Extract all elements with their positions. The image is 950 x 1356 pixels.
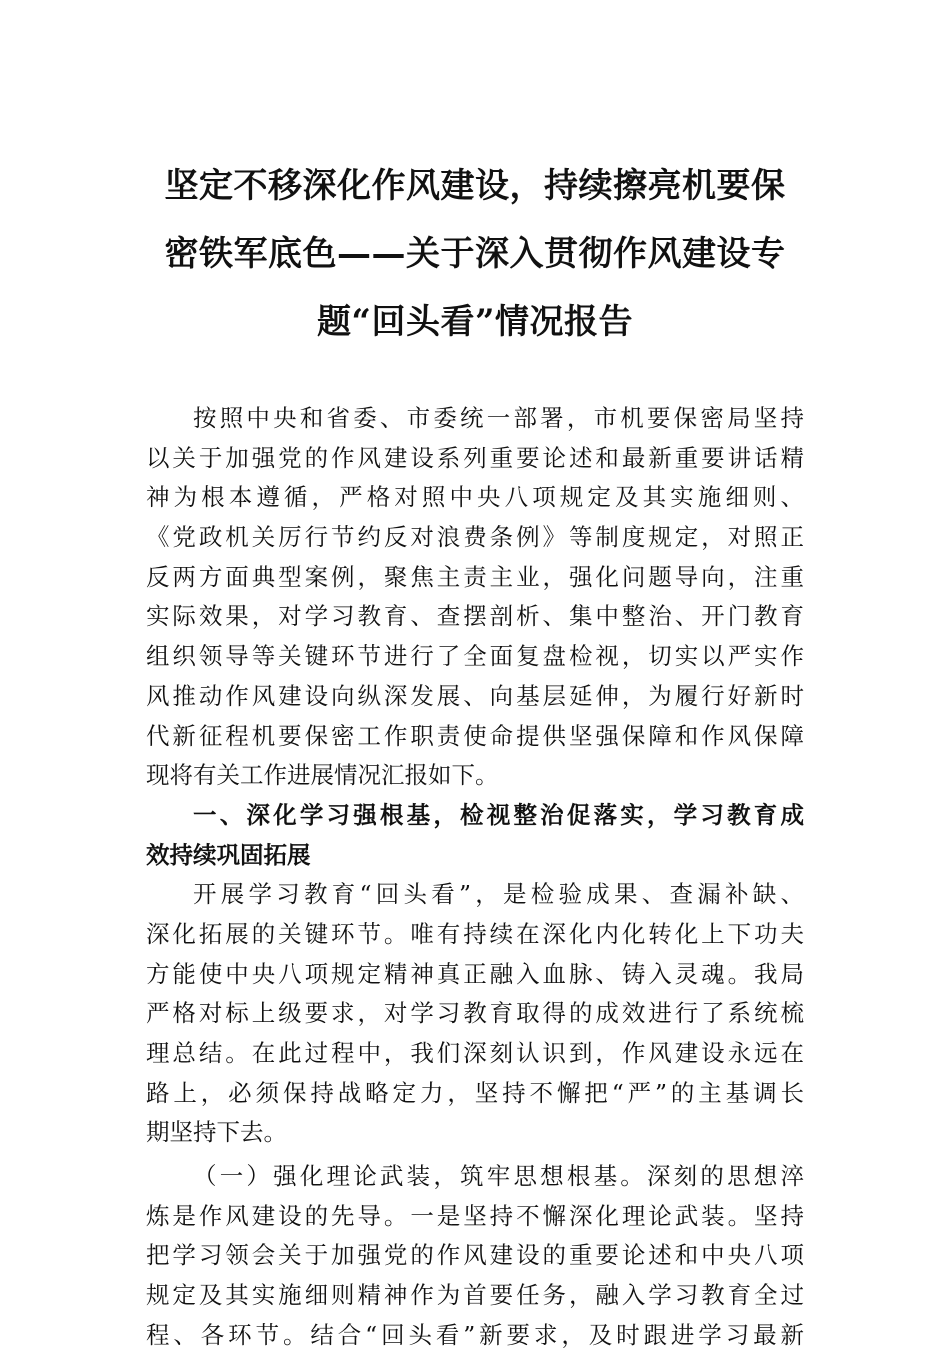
text-line: 期坚持下去。 (146, 1118, 287, 1147)
text-line: 反两方面典型案例，聚焦主责主业，强化问题导向，注重 (146, 562, 804, 591)
text-line: 现将有关工作进展情况汇报如下。 (146, 761, 499, 790)
title-line: 密铁军底色——关于深入贯彻作风建设专 (164, 234, 786, 274)
text-line: 开展学习教育“回头看”，是检验成果、查漏补缺、 (193, 880, 804, 909)
text-line: 炼是作风建设的先导。一是坚持不懈深化理论武装。坚持 (146, 1201, 804, 1230)
heading-line: 一、深化学习强根基，检视整治促落实，学习教育成 (193, 800, 804, 829)
text-line: 代新征程机要保密工作职责使命提供坚强保障和作风保障 (146, 721, 804, 750)
text-line: 理总结。在此过程中，我们深刻认识到，作风建设永远在 (146, 1039, 804, 1067)
text-line: 《党政机关厉行节约反对浪费条例》等制度规定，对照正 (146, 523, 804, 552)
title-line: 题“回头看”情况报告 (316, 302, 634, 342)
text-line: 以关于加强党的作风建设系列重要论述和最新重要讲话精 (146, 443, 804, 472)
section-1-paragraph (146, 875, 804, 1153)
intro-paragraph (146, 399, 804, 796)
subsection-1-paragraph (146, 1157, 804, 1355)
text-line: 组织领导等关键环节进行了全面复盘检视，切实以严实作 (146, 642, 804, 671)
text-line: 规定及其实施细则精神作为首要任务，融入学习教育全过 (146, 1281, 804, 1310)
text-line: 按照中央和省委、市委统一部署，市机要保密局坚持 (193, 404, 804, 432)
title-line: 坚定不移深化作风建设，持续擦亮机要保 (164, 166, 786, 206)
text-line: （一）强化理论武装，筑牢思想根基。深刻的思想淬 (193, 1162, 804, 1191)
heading-line: 效持续巩固拓展 (146, 840, 311, 869)
document-title (140, 152, 810, 356)
text-line: 深化拓展的关键环节。唯有持续在深化内化转化上下功夫 (146, 919, 804, 948)
text-line: 把学习领会关于加强党的作风建设的重要论述和中央八项 (146, 1241, 804, 1270)
text-line: 实际效果，对学习教育、查摆剖析、集中整治、开门教育 (146, 602, 804, 631)
text-line: 路上，必须保持战略定力，坚持不懈把“严”的主基调长 (146, 1078, 804, 1107)
text-line: 严格对标上级要求，对学习教育取得的成效进行了系统梳 (146, 999, 804, 1028)
text-line: 方能使中央八项规定精神真正融入血脉、铸入灵魂。我局 (146, 959, 804, 988)
text-line: 神为根本遵循，严格对照中央八项规定及其实施细则、 (146, 483, 804, 512)
text-line: 风推动作风建设向纵深发展、向基层延伸，为履行好新时 (146, 681, 804, 710)
document-body (146, 399, 804, 1356)
section-heading-1 (146, 796, 804, 875)
text-line: 程、各环节。结合“回头看”新要求，及时跟进学习最新 (146, 1320, 804, 1349)
